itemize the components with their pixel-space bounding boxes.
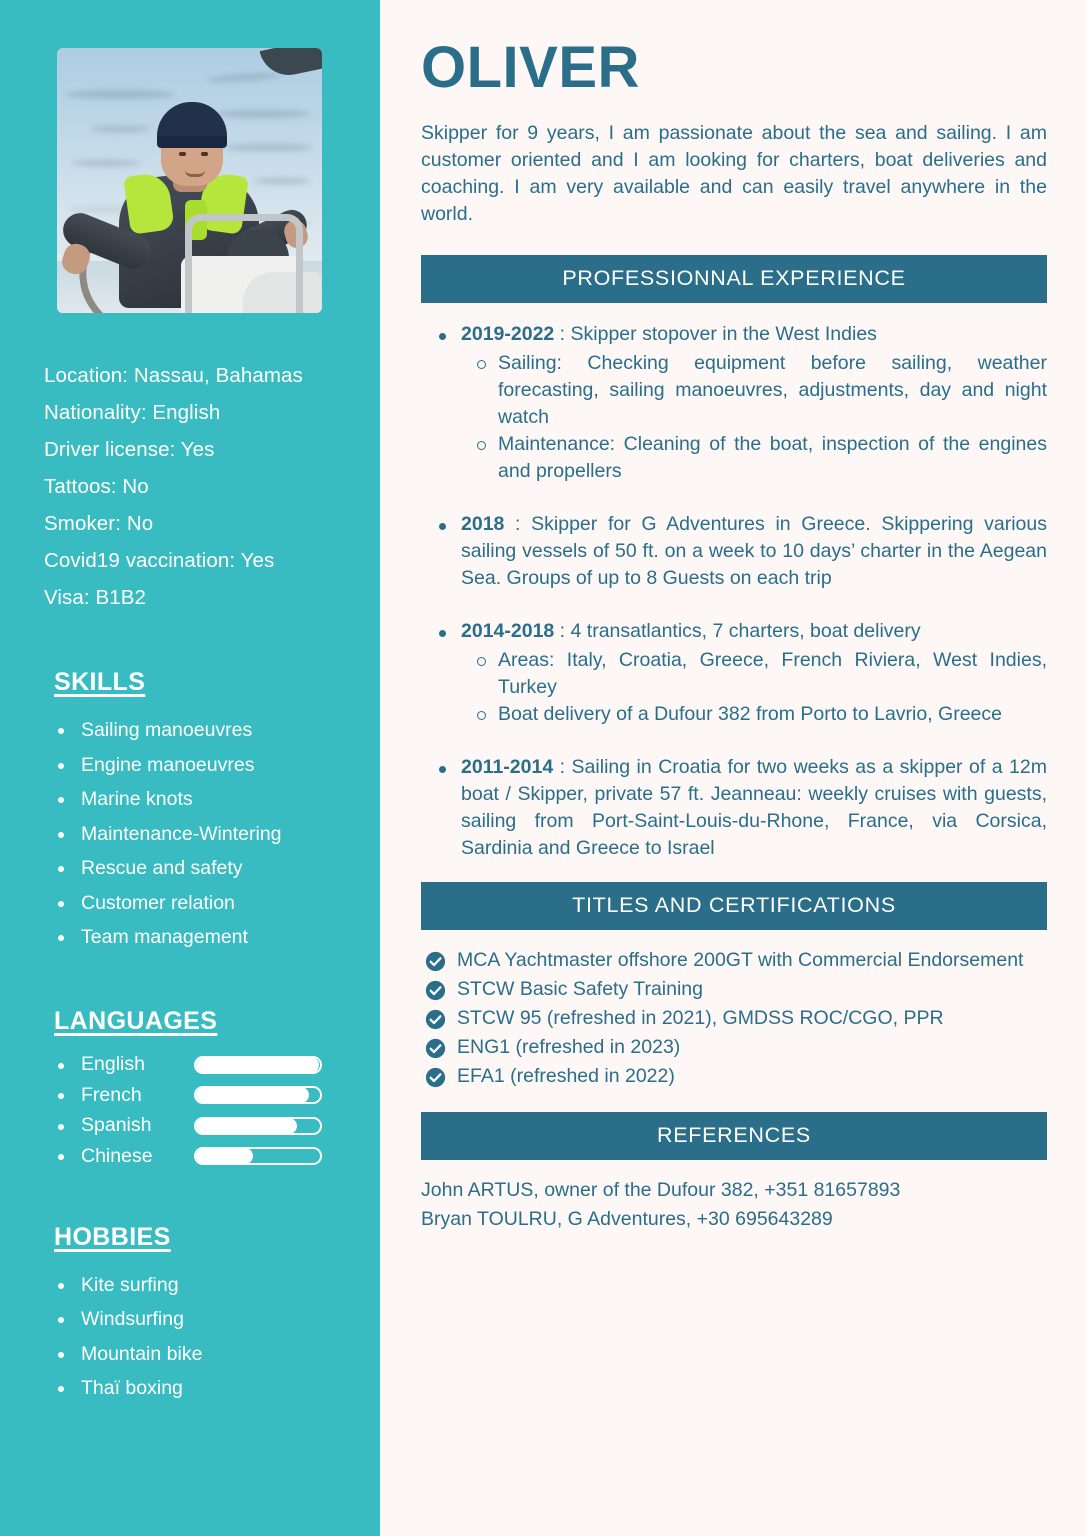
languages-heading: LANGUAGES [54,1006,218,1035]
list-item [421,976,1047,1003]
list-item: Engine manoeuvres [54,748,380,783]
language-name: Chinese [81,1144,153,1167]
section-header-experience: PROFESSIONNAL EXPERIENCE [421,255,1047,303]
list-item: Thaï boxing [54,1371,380,1406]
experience-separator: : [553,755,572,778]
experience-title: 4 transatlantics, 7 charters, boat delivery [570,619,921,642]
experience-separator: : [554,619,571,642]
section-header-references: REFERENCES [421,1112,1047,1160]
personal-details [44,357,380,616]
list-item: Customer relation [54,886,380,921]
list-item [54,1050,380,1081]
list-item: Marine knots [54,782,380,817]
language-level-fill [195,1148,253,1164]
experience-title: Sailing in Croatia for two weeks as a skipper of a 12m boat / Skipper, private 57 ft. Jeanneau: weekly cruises with guests, sailing from Port-Saint-Louis-du-Rhone, France, via Corsica, Sardinia and Greece to Israel [461,755,1047,859]
check-circle-icon [425,951,446,972]
section-header-certifications: TITLES AND CERTIFICATIONS [421,882,1047,930]
list-item [54,1141,380,1172]
detail-covid19-vaccination: Covid19 vaccination: Yes [44,549,275,572]
cloud-icon [253,178,311,184]
check-circle-icon [425,1067,446,1088]
languages-section [54,1007,380,1172]
experience-period: 2011-2014 [461,755,554,778]
experience-entry-head [461,321,1047,348]
experience-period: 2018 [461,512,505,535]
list-item: Boat delivery of a Dufour 382 from Porto to Lavrio, Greece [461,701,1047,728]
experience-sub-list [461,350,1047,485]
list-item: Kite surfing [54,1268,380,1303]
detail-smoker: Smoker: No [44,512,154,535]
hobbies-list [54,1268,380,1406]
cloud-icon [91,126,151,132]
certification-text: STCW 95 (refreshed in 2021), GMDSS ROC/CGO, PPR [457,1006,944,1029]
experience-period: 2014-2018 [461,619,555,642]
cloud-icon [225,144,313,151]
experience-sub-list [461,647,1047,728]
language-level-bar [194,1147,322,1165]
languages-list [54,1050,380,1172]
skills-heading: SKILLS [54,668,146,696]
language-name: Spanish [81,1114,152,1137]
experience-title: Skipper stopover in the West Indies [570,322,877,345]
language-level-bar [194,1086,322,1104]
list-item: Maintenance: Cleaning of the boat, inspection of the engines and propellers [461,431,1047,485]
list-item [421,947,1047,974]
experience-title: Skipper for G Adventures in Greece. Skippering various sailing vessels of 50 ft. on a week to 10 days’ charter in the Aegean Sea. Groups of up to 8 Guests on each trip [461,512,1047,589]
experience-separator: : [554,322,571,345]
language-level-bar [194,1117,322,1135]
list-item: Areas: Italy, Croatia, Greece, French Riviera, West Indies, Turkey [461,647,1047,701]
language-level-bar [194,1056,322,1074]
experience-entry [421,511,1047,592]
certification-text: ENG1 (refreshed in 2023) [457,1035,681,1058]
list-item: Windsurfing [54,1302,380,1337]
experience-separator: : [504,512,532,535]
reference-item: John ARTUS, owner of the Dufour 382, +351 81657893 [421,1178,901,1201]
skills-section [54,668,380,955]
certifications-list [421,947,1047,1090]
list-item: Rescue and safety [54,851,380,886]
cloud-icon [71,160,141,166]
detail-location: Location: Nassau, Bahamas [44,364,303,387]
certification-text: EFA1 (refreshed in 2022) [457,1064,675,1087]
list-item: Sailing manoeuvres [54,713,380,748]
list-item [54,1111,380,1142]
list-item [54,1080,380,1111]
experience-period: 2019-2022 [461,322,555,345]
experience-entry [421,754,1047,862]
experience-entry-head [461,754,1047,862]
hobbies-section [54,1223,380,1406]
list-item [421,1005,1047,1032]
experience-entry-head [461,618,1047,645]
detail-nationality: Nationality: English [44,401,221,424]
language-level-fill [195,1118,297,1134]
check-circle-icon [425,1038,446,1059]
person-eye-left [179,152,186,156]
person-eye-right [201,152,208,156]
beanie-brim [157,136,227,148]
cloud-icon [215,110,311,118]
hobbies-heading: HOBBIES [54,1222,171,1251]
main-content [380,0,1086,1536]
detail-tattoos: Tattoos: No [44,475,149,498]
language-name: English [81,1053,145,1076]
check-circle-icon [425,1009,446,1030]
list-item [421,1034,1047,1061]
profile-summary: Skipper for 9 years, I am passionate about the sea and sailing. I am customer oriented and I am looking for charters, boat deliveries and coaching. I am very available and can easily travel anywhere in the world. [421,121,1047,225]
boat-rail [185,214,303,313]
page-title: OLIVER [421,35,640,100]
check-circle-icon [425,980,446,1001]
skills-list [54,713,380,955]
language-level-fill [195,1057,319,1073]
list-item: Sailing: Checking equipment before sailing, weather forecasting, sailing manoeuvres, adjustments, day and night watch [461,350,1047,431]
list-item: Maintenance-Wintering [54,817,380,852]
experience-entry-head [461,511,1047,592]
references-list [421,1176,1047,1234]
cloud-icon [65,90,175,99]
experience-entry [421,618,1047,728]
certification-text: STCW Basic Safety Training [457,977,703,1000]
experience-entry [421,321,1047,485]
language-name: French [81,1083,142,1106]
detail-visa: Visa: B1B2 [44,586,147,609]
list-item [421,1063,1047,1090]
profile-photo [57,48,322,313]
experience-list [421,321,1047,862]
list-item: Mountain bike [54,1337,380,1372]
sidebar [0,0,380,1536]
reference-item: Bryan TOULRU, G Adventures, +30 695643289 [421,1207,833,1230]
certification-text: MCA Yachtmaster offshore 200GT with Commercial Endorsement [457,948,1024,971]
list-item: Team management [54,920,380,955]
language-level-fill [195,1087,309,1103]
detail-driver-license: Driver license: Yes [44,438,215,461]
